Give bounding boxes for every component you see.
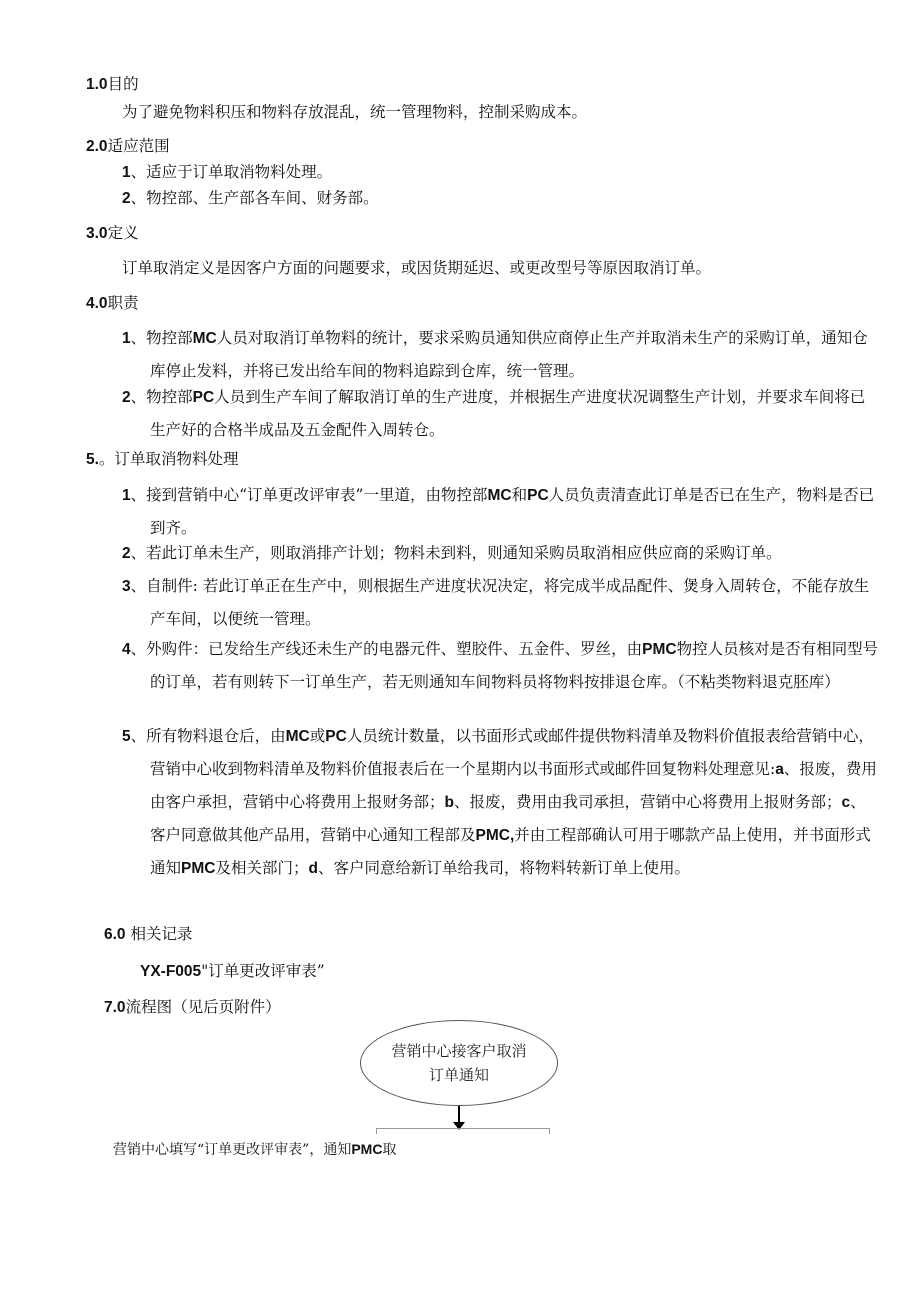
section-5-heading: 5.。订单取消物料处理 <box>86 450 239 468</box>
section-2-item-1: 1、适应于订单取消物料处理。 <box>122 163 333 181</box>
flowchart-start-line-1: 营销中心接客户取消 <box>391 1042 527 1060</box>
section-6-record: YX-F005"订单更改评审表” <box>140 962 325 980</box>
section-7-heading: 7.0流程图（见后页附件） <box>104 998 281 1016</box>
section-6-heading: 6.0 相关记录 <box>104 925 193 943</box>
section-5-item-4: 4、外购件：已发给生产线还未生产的电器元件、塑胶件、五金件、罗丝，由PMC物控人员核对是否有相同型号的订单，若有则转下一订单生产，若无则通知车间物料员将物料按排退仓库。（不粘类物料退克胚库） <box>122 640 879 691</box>
section-3-body: 订单取消定义是因客户方面的问题要求，或因货期延迟、或更改型号等原因取消订单。 <box>122 259 712 277</box>
section-3-heading: 3.0定义 <box>86 224 139 242</box>
section-1-body: 为了避免物料积压和物料存放混乱，统一管理物料，控制采购成本。 <box>122 103 588 121</box>
flowchart-start-line-2: 订单通知 <box>428 1066 489 1084</box>
section-5-item-3: 3、自制件: 若此订单正在生产中，则根据生产进度状况决定，将完成半成品配件、煲身入周转仓，不能存放生产车间，以便统一管理。 <box>122 577 870 628</box>
section-2-heading: 2.0适应范围 <box>86 137 170 155</box>
section-5-item-5: 5、所有物料退仓后，由MC或PC人员统计数量，以书面形式或邮件提供物料清单及物料价值报表给营销中心，营销中心收到物料清单及物料价值报表后在一个星期内以书面形式或邮件回复物料处理意见:a、报废，费用由客户承担，营销中心将费用上报财务部；b、报废，费用由我司承担，营销中心将费用上报财务部；c、客户同意做其他产品用，营销中心通知工程部及PMC,并由工程部确认可用于哪款产品上使用，并书面形式通知PMC及相关部门；d、客户同意给新订单给我司，将物料转新订单上使用。 <box>122 727 877 877</box>
section-1-heading: 1.0目的 <box>86 75 139 93</box>
section-4-heading: 4.0职责 <box>86 294 139 312</box>
section-5-item-1: 1、接到营销中心“订单更改评审表”一里道，由物控部MC和PC人员负责清查此订单是否已在生产，物料是否已到齐。 <box>122 486 875 537</box>
section-4-item-2: 2、物控部PC人员到生产车间了解取消订单的生产进度，并根据生产进度状况调整生产计划，并要求车间将已生产好的合格半成品及五金配件入周转仓。 <box>122 388 866 439</box>
flowchart-next-step-text: 营销中心填写“订单更改评审表”，通知PMC取 <box>113 1141 397 1158</box>
section-2-item-2: 2、物控部、生产部各车间、财务部。 <box>122 189 379 207</box>
section-4-item-1: 1、物控部MC人员对取消订单物料的统计，要求采购员通知供应商停止生产并取消未生产的采购订单，通知仓库停止发料，并将已发出给车间的物料追踪到仓库，统一管理。 <box>122 329 868 380</box>
flowchart-next-box-edge <box>376 1128 550 1134</box>
section-5-item-2: 2、若此订单未生产，则取消排产计划；物料未到料，则通知采购员取消相应供应商的采购订单。 <box>122 544 782 562</box>
flowchart-start-node <box>360 1020 558 1106</box>
